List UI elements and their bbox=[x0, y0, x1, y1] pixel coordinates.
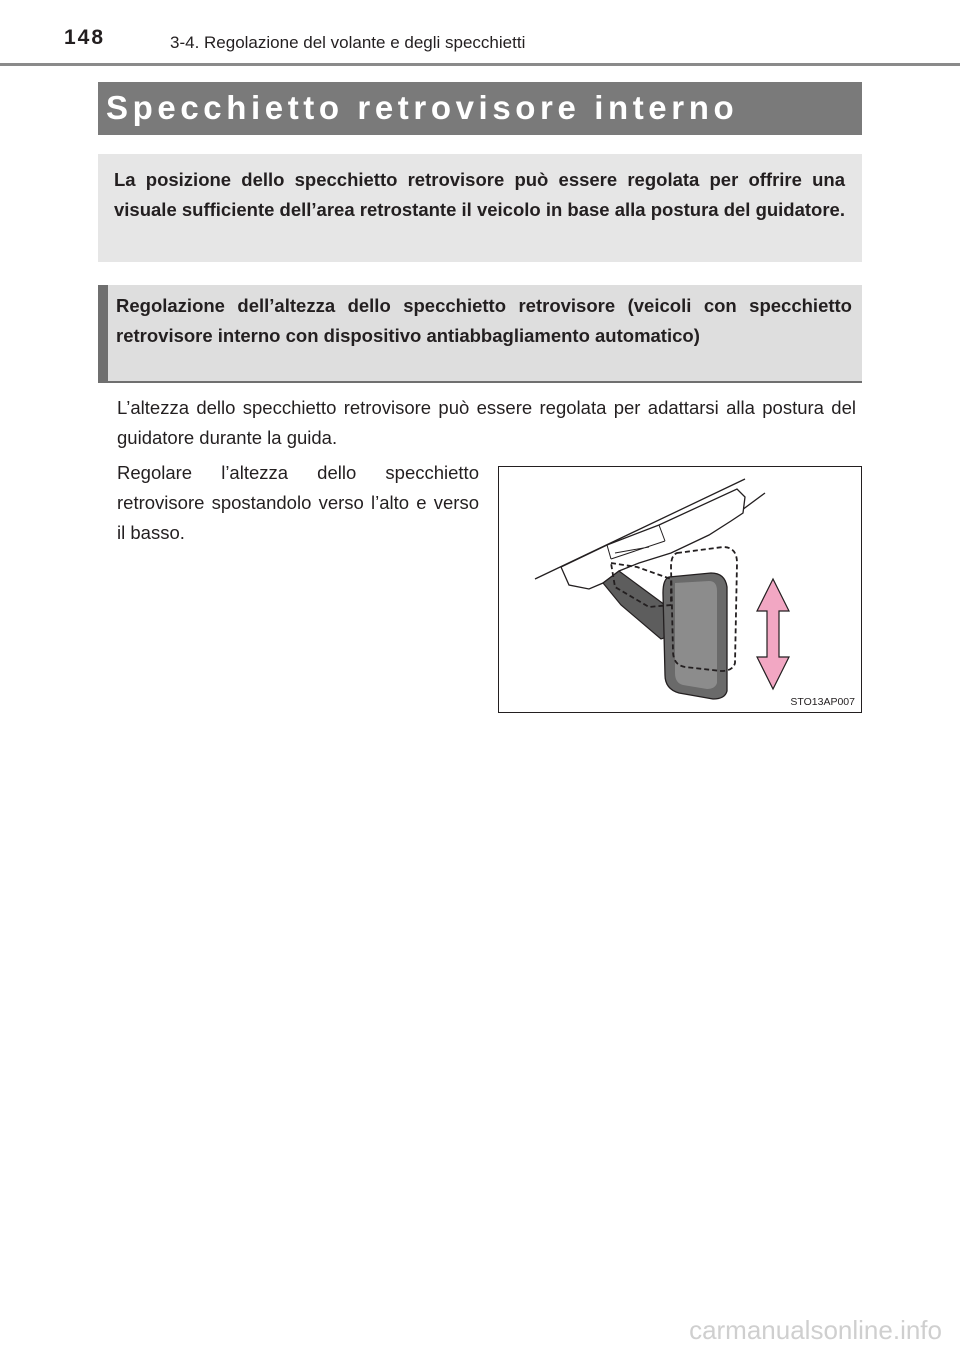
subsection-box bbox=[98, 285, 862, 382]
header-rule bbox=[0, 63, 960, 66]
body-paragraph: L’altezza dello specchietto retrovisore può essere regolata per adattarsi alla postura del guidatore durante la guida. bbox=[117, 397, 856, 448]
up-down-arrow bbox=[757, 579, 789, 689]
intro-text: La posizione dello specchietto retrovisore può essere regolata per offrire una visuale sufficiente dell’area retrostante il veicolo in base alla postura del guidatore. bbox=[114, 169, 845, 220]
mirror-diagram bbox=[499, 467, 861, 712]
page-number: 148 bbox=[64, 26, 106, 49]
mirror-illustration bbox=[498, 466, 862, 713]
section-title-bar bbox=[98, 82, 862, 135]
subsection-heading: Regolazione dell’altezza dello specchietto retrovisore (veicoli con specchietto retrovisore interno con dispositivo antiabbagliamento automatico) bbox=[116, 295, 852, 346]
instruction-paragraph: Regolare l’altezza dello specchietto retrovisore spostandolo verso l’alto e verso il basso. bbox=[117, 462, 479, 543]
running-header: 3-4. Regolazione del volante e degli specchietti bbox=[170, 33, 526, 52]
figure-code: STO13AP007 bbox=[790, 696, 855, 708]
watermark: carmanualsonline.info bbox=[689, 1315, 942, 1345]
mirror-face bbox=[675, 581, 717, 689]
intro-box bbox=[98, 154, 862, 262]
subsection-rule bbox=[98, 381, 862, 383]
section-title: Specchietto retrovisore interno bbox=[106, 89, 739, 126]
